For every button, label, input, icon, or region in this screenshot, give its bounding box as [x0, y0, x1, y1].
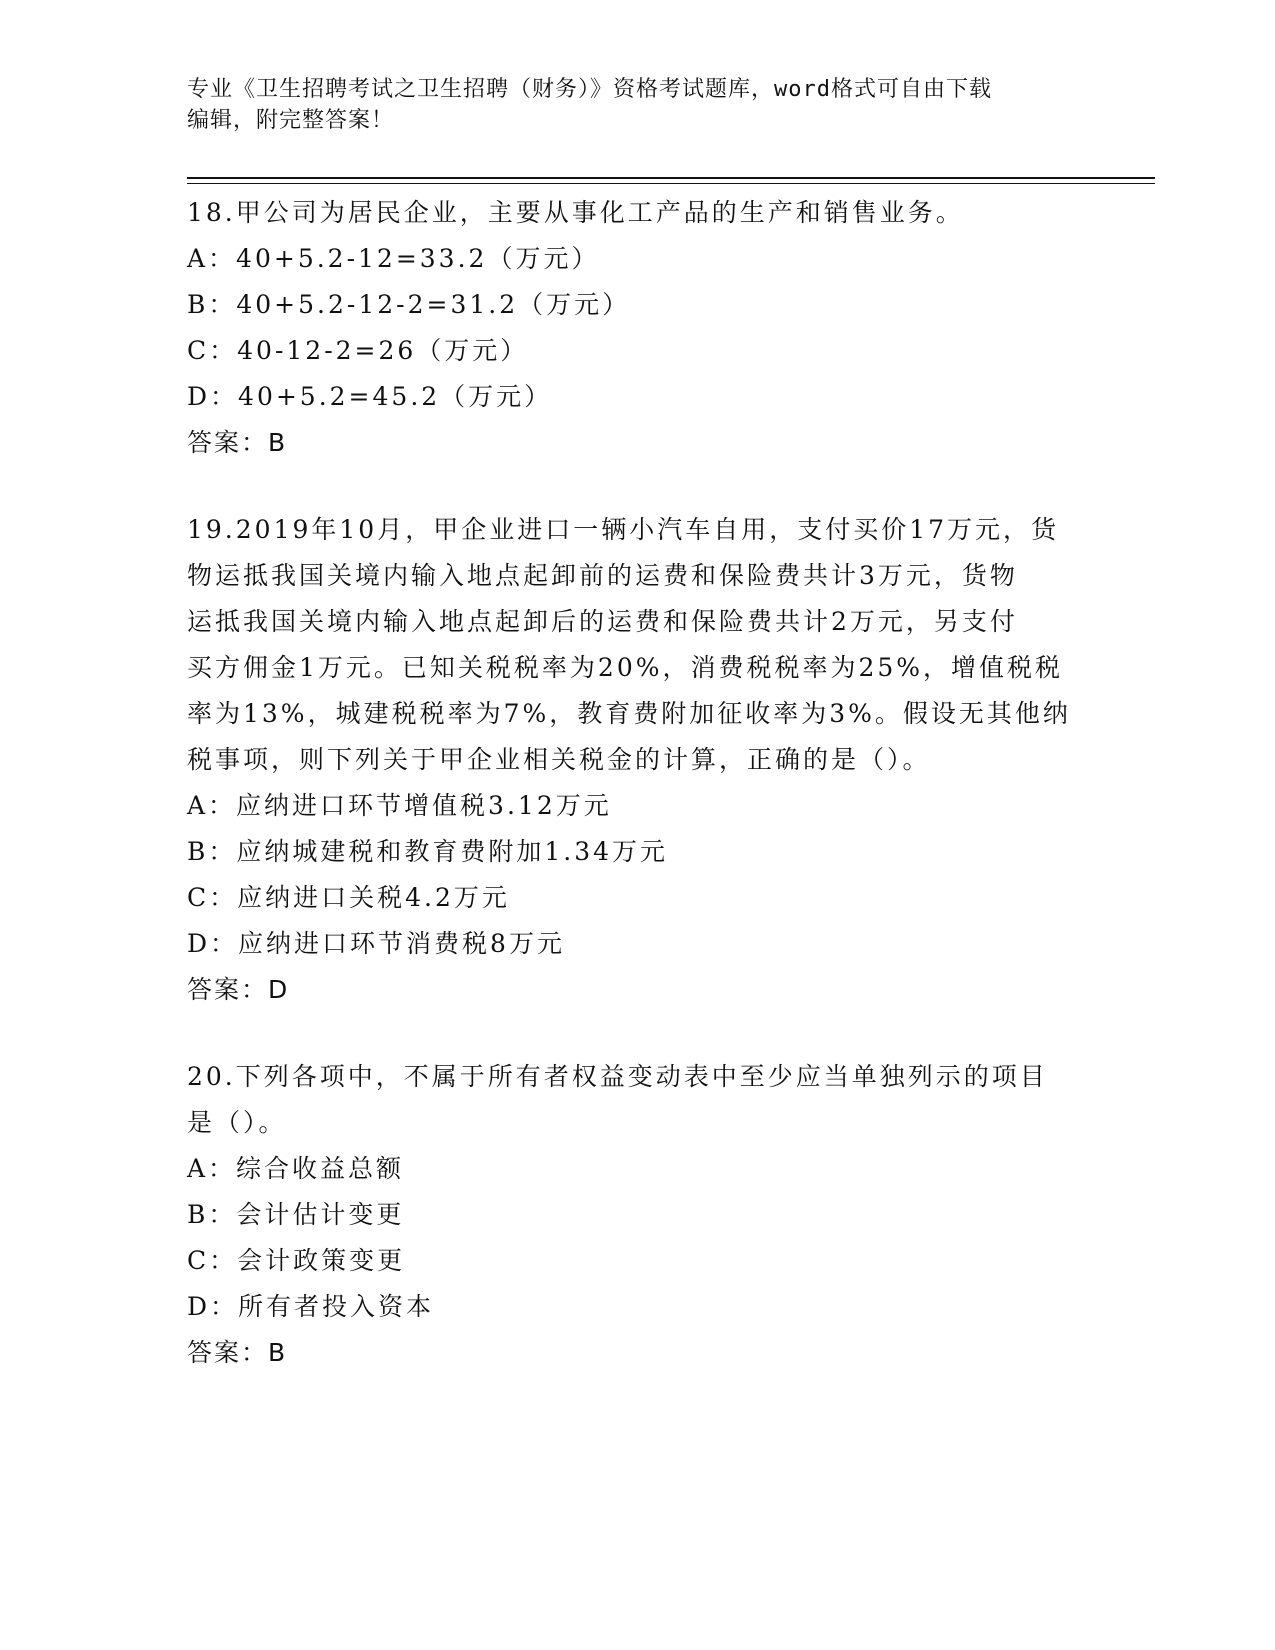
option-b: B：40+5.2-12-2=31.2（万元）	[187, 290, 631, 319]
option-c: C：会计政策变更	[187, 1246, 406, 1275]
header-line-1: 专业《卫生招聘考试之卫生招聘（财务）》资格考试题库，word格式可自由下载	[187, 77, 992, 102]
stem-line: 运抵我国关境内输入地点起卸后的运费和保险费共计2万元，另支付	[187, 607, 1018, 636]
header-divider-thick	[187, 177, 1155, 179]
header-line-2: 编辑，附完整答案！	[187, 108, 395, 133]
question-20	[187, 1054, 1087, 1376]
stem-line: 物运抵我国关境内输入地点起卸前的运费和保险费共计3万元，货物	[187, 561, 1018, 590]
header-divider-thin	[187, 183, 1155, 184]
option-b: B：会计估计变更	[187, 1200, 405, 1229]
question-stem	[187, 1054, 1087, 1146]
option-a: A：40+5.2-12=33.2（万元）	[187, 244, 600, 273]
stem-line: 18.甲公司为居民企业，主要从事化工产品的生产和销售业务。	[187, 198, 964, 227]
stem-line: 税事项，则下列关于甲企业相关税金的计算，正确的是（）。	[187, 745, 931, 774]
question-19	[187, 507, 1087, 1013]
question-list	[187, 190, 1087, 1417]
option-d: D：所有者投入资本	[187, 1292, 435, 1321]
stem-line: 19.2019年10月，甲企业进口一辆小汽车自用，支付买价17万元，货	[187, 515, 1060, 544]
stem-line: 率为13%，城建税税率为7%，教育费附加征收率为3%。假设无其他纳	[187, 699, 1071, 728]
option-d: D：应纳进口环节消费税8万元	[187, 929, 565, 958]
answer-label: 答案：B	[187, 1338, 288, 1367]
document-header	[187, 74, 1067, 136]
option-a: A：应纳进口环节增值税3.12万元	[187, 791, 612, 820]
question-stem	[187, 507, 1087, 783]
option-c: C：40-12-2=26（万元）	[187, 336, 529, 365]
option-c: C：应纳进口关税4.2万元	[187, 883, 510, 912]
answer-label: 答案：D	[187, 975, 290, 1004]
stem-line: 买方佣金1万元。已知关税税率为20%，消费税税率为25%，增值税税	[187, 653, 1064, 682]
question-stem	[187, 190, 1087, 236]
option-b: B：应纳城建税和教育费附加1.34万元	[187, 837, 669, 866]
question-18	[187, 190, 1087, 466]
answer-label: 答案：B	[187, 428, 288, 457]
option-a: A：综合收益总额	[187, 1154, 405, 1183]
option-d: D：40+5.2=45.2（万元）	[187, 382, 553, 411]
stem-line: 20.下列各项中，不属于所有者权益变动表中至少应当单独列示的项目	[187, 1062, 1048, 1091]
stem-line: 是（）。	[187, 1108, 287, 1137]
